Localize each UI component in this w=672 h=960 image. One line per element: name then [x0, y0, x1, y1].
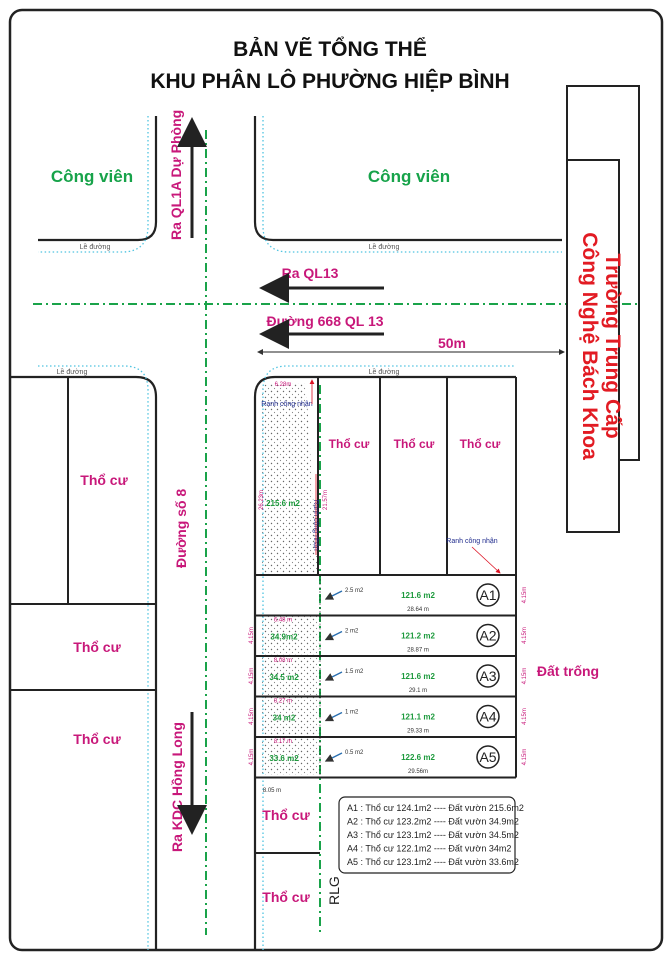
residential-left-2: Thổ cư [73, 639, 121, 655]
lot-id: A3 [479, 668, 497, 684]
lot-garden-width: 6.48 m [273, 617, 293, 624]
lot-id-badge [477, 625, 499, 647]
lot-garden-width: 8.17 m [273, 739, 293, 745]
road-label-668: Đường 668 QL 13 [266, 313, 384, 329]
lot-length: 29.56m [407, 769, 429, 775]
lot-height-right: 4.15m [522, 708, 528, 725]
lot-id: A1 [479, 587, 497, 603]
ranh-label-side: Ranh công nhận [312, 499, 319, 551]
lot-height-left: 4.15m [249, 667, 255, 685]
legend-item: A3 : Thổ cư 123.1m2 ---- Đất vườn 34.5m2 [347, 830, 519, 840]
road-label-hong-long: Ra KDC Hồng Long [169, 722, 185, 852]
lot-id-badge [477, 746, 499, 768]
lot-garden-area: 34 m2 [272, 713, 296, 723]
lot-area: 121.1 m2 [401, 712, 435, 722]
park-left: Công viên [50, 167, 134, 186]
legend-list [347, 803, 524, 867]
lot-garden-area: 34.9m2 [270, 632, 298, 642]
lot-height-right: 4.15m [522, 586, 528, 604]
title-line-2: KHU PHÂN LÔ PHƯỜNG HIỆP BÌNH [150, 70, 510, 93]
rlg-label: RLG [326, 876, 342, 905]
lot-row-a1 [255, 575, 528, 616]
lot-length: 29.33 m [407, 728, 429, 735]
lot-height-left: 4.15m [249, 748, 255, 766]
school-name-2: Công Nghệ Bách Khoa [578, 232, 601, 460]
residential-left-3: Thổ cư [73, 731, 121, 747]
lot-length: 28.64 m [407, 607, 429, 613]
garden-main-area: 215.6 m2 [266, 499, 300, 508]
lot-garden-width: 8.08 m [273, 658, 293, 664]
lot-height-right: 4.15m [522, 748, 528, 766]
garden-area-main [262, 383, 318, 575]
road-label-so8: Đường số 8 [173, 488, 189, 568]
lot-area: 121.6 m2 [401, 672, 435, 681]
residential-left-1: Thổ cư [80, 472, 128, 488]
sidewalk-label-4: Lề đường [368, 369, 400, 376]
width-label: 50m [437, 335, 467, 351]
lot-strip-area: 2.5 m2 [345, 588, 364, 594]
garden-side-right: 21.57m [323, 489, 329, 511]
garden-top-width: 6.28m [274, 382, 292, 388]
legend-item: A2 : Thổ cư 123.2m2 ---- Đất vườn 34.9m2 [347, 816, 519, 827]
legend-item: A4 : Thổ cư 122.1m2 ---- Đất vườn 34m2 [347, 843, 512, 854]
lot-garden-area: 34.5 m2 [269, 673, 299, 682]
residential-top-2: Thổ cư [393, 437, 435, 451]
lot-height-right: 4.15m [522, 667, 528, 685]
residential-top-1: Thổ cư [328, 437, 370, 451]
residential-top-3: Thổ cư [459, 437, 501, 451]
residential-bottom-2: Thổ cư [262, 889, 310, 905]
school-name-1: Trường Trung Cấp [601, 253, 624, 439]
lot-length: 29.1 m [408, 688, 428, 694]
lot-strip-area: 1 m2 [345, 709, 359, 716]
lot-height-left: 4.15m [249, 627, 255, 644]
legend-item: A5 : Thổ cư 123.1m2 ---- Đất vườn 33.6m2 [347, 857, 519, 867]
lot-strip-area: 2 m2 [345, 628, 359, 635]
legend-item: A1 : Thổ cư 124.1m2 ---- Đất vườn 215.6m2 [347, 803, 524, 813]
lot-id-badge [477, 665, 499, 687]
lot-height-left: 4.15m [249, 708, 255, 725]
road-label-ql1a: Ra QL1A Dự Phòng [168, 109, 184, 240]
road-centerlines [33, 130, 640, 935]
lot-id-badge [477, 584, 499, 606]
lot-id: A4 [479, 708, 497, 725]
ranh-label-top: Ranh công nhận [261, 401, 313, 408]
lot-id-badge [477, 706, 499, 728]
lot-strip-area: 0.5 m2 [345, 750, 364, 756]
sidewalk-label-3: Lề đường [56, 369, 88, 376]
sidewalk-label-1: Lề đường [79, 244, 111, 251]
empty-land: Đất trống [536, 663, 600, 679]
road-label-ql13: Ra QL13 [281, 265, 339, 281]
lot-area: 121.2 m2 [401, 631, 435, 641]
garden-side-left: 26.23m [259, 489, 265, 511]
lot-id: A5 [479, 749, 497, 765]
lot-height-right: 4.15m [522, 627, 528, 644]
lot-strip-area: 1.5 m2 [345, 669, 364, 675]
lot-garden-area: 33.6 m2 [269, 754, 299, 763]
lot-length: 28.87 m [407, 647, 429, 654]
ranh-label-right: Ranh công nhận [446, 538, 498, 545]
park-right: Công viên [367, 167, 451, 186]
sidewalk-label-2: Lề đường [368, 244, 400, 251]
lot-area: 121.6 m2 [401, 591, 435, 600]
bottom-width: 8.05 m [262, 788, 282, 794]
title-line-1: BẢN VẼ TỔNG THỂ [233, 38, 427, 61]
lot-id: A2 [479, 627, 497, 644]
lot-garden-width: 8.27 m [273, 698, 293, 705]
lot-area: 122.6 m2 [401, 753, 435, 762]
residential-bottom-1: Thổ cư [262, 807, 310, 823]
